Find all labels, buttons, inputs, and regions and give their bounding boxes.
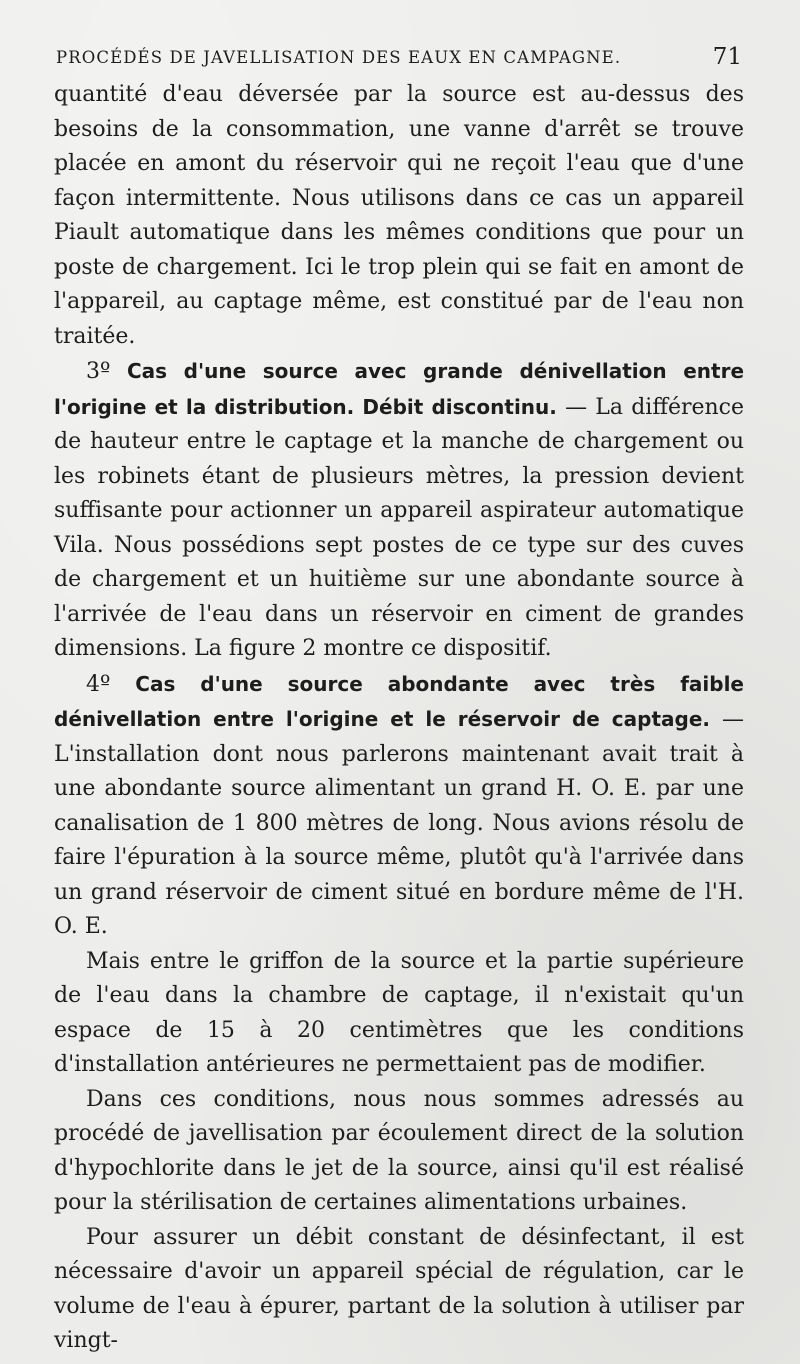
paragraph: Pour assurer un débit constant de désinfectant, il est nécessaire d'avoir un appareil spécial de régulation, car le volume de l'eau à épurer, partant de la solution à utiliser par vingt- [54,1224,744,1353]
paragraph-continued: quantité d'eau déversée par la source est au-dessus des besoins de la consommation, une vanne d'arrêt se trouve placée en amont du réservoir qui ne reçoit l'eau que d'une façon intermittente. Nous utilisons dans ce cas un appareil Piault automatique dans les mêmes conditions que pour un poste de chargement. Ici le trop plein qui se fait en amont de l'appareil, au captage même, est constitué par de l'eau non traitée. [54,82,744,349]
case-text: — L'installation dont nous parlerons maintenant avait trait à une abondante source alimentant un grand H. O. E. par une canalisation de 1 800 mètres de long. Nous avions résolu de faire l'épuration à la source même, plutôt qu'à l'arrivée dans un grand réservoir de ciment situé en bordure même de l'H. O. E. [54,707,744,939]
paragraph: Dans ces conditions, nous nous sommes adressés au procédé de javellisation par écoulement direct de la solution d'hypochlorite dans le jet de la source, ainsi qu'il est réalisé pour la stérilisation de certaines alimentations urbaines. [54,1086,744,1215]
page-number: 71 [712,44,742,70]
body-text [54,78,744,1359]
paragraph-case-4 [54,667,744,945]
running-title: PROCÉDÉS DE JAVELLISATION DES EAUX EN CAMPAGNE. [56,48,622,67]
case-number: 3º [86,359,111,384]
paragraph-case-3 [54,354,744,667]
case-heading: Cas d'une source avec grande dénivellation entre l'origine et la distribution. Débit discontinu. [54,359,745,419]
paragraph: Mais entre le griffon de la source et la partie supérieure de l'eau dans la chambre de captage, il n'existait qu'un espace de 15 à 20 centimètres que les conditions d'installation antérieures ne permettaient pas de modifier. [54,948,744,1077]
case-heading: Cas d'une source abondante avec très faible dénivellation entre l'origine et le réservoir de captage. [54,671,744,731]
running-head [56,44,742,74]
case-number: 4º [86,671,111,697]
case-text: — La différence de hauteur entre le captage et la manche de chargement ou les robinets étant de plusieurs mètres, la pression devient suffisante pour actionner un appareil aspirateur automatique Vila. Nous possédions sept postes de ce type sur des cuves de chargement et un huitième sur une abondante source à l'arrivée de l'eau dans un réservoir en ciment de grandes dimensions. La figure 2 montre ce dispositif. [54,394,745,661]
